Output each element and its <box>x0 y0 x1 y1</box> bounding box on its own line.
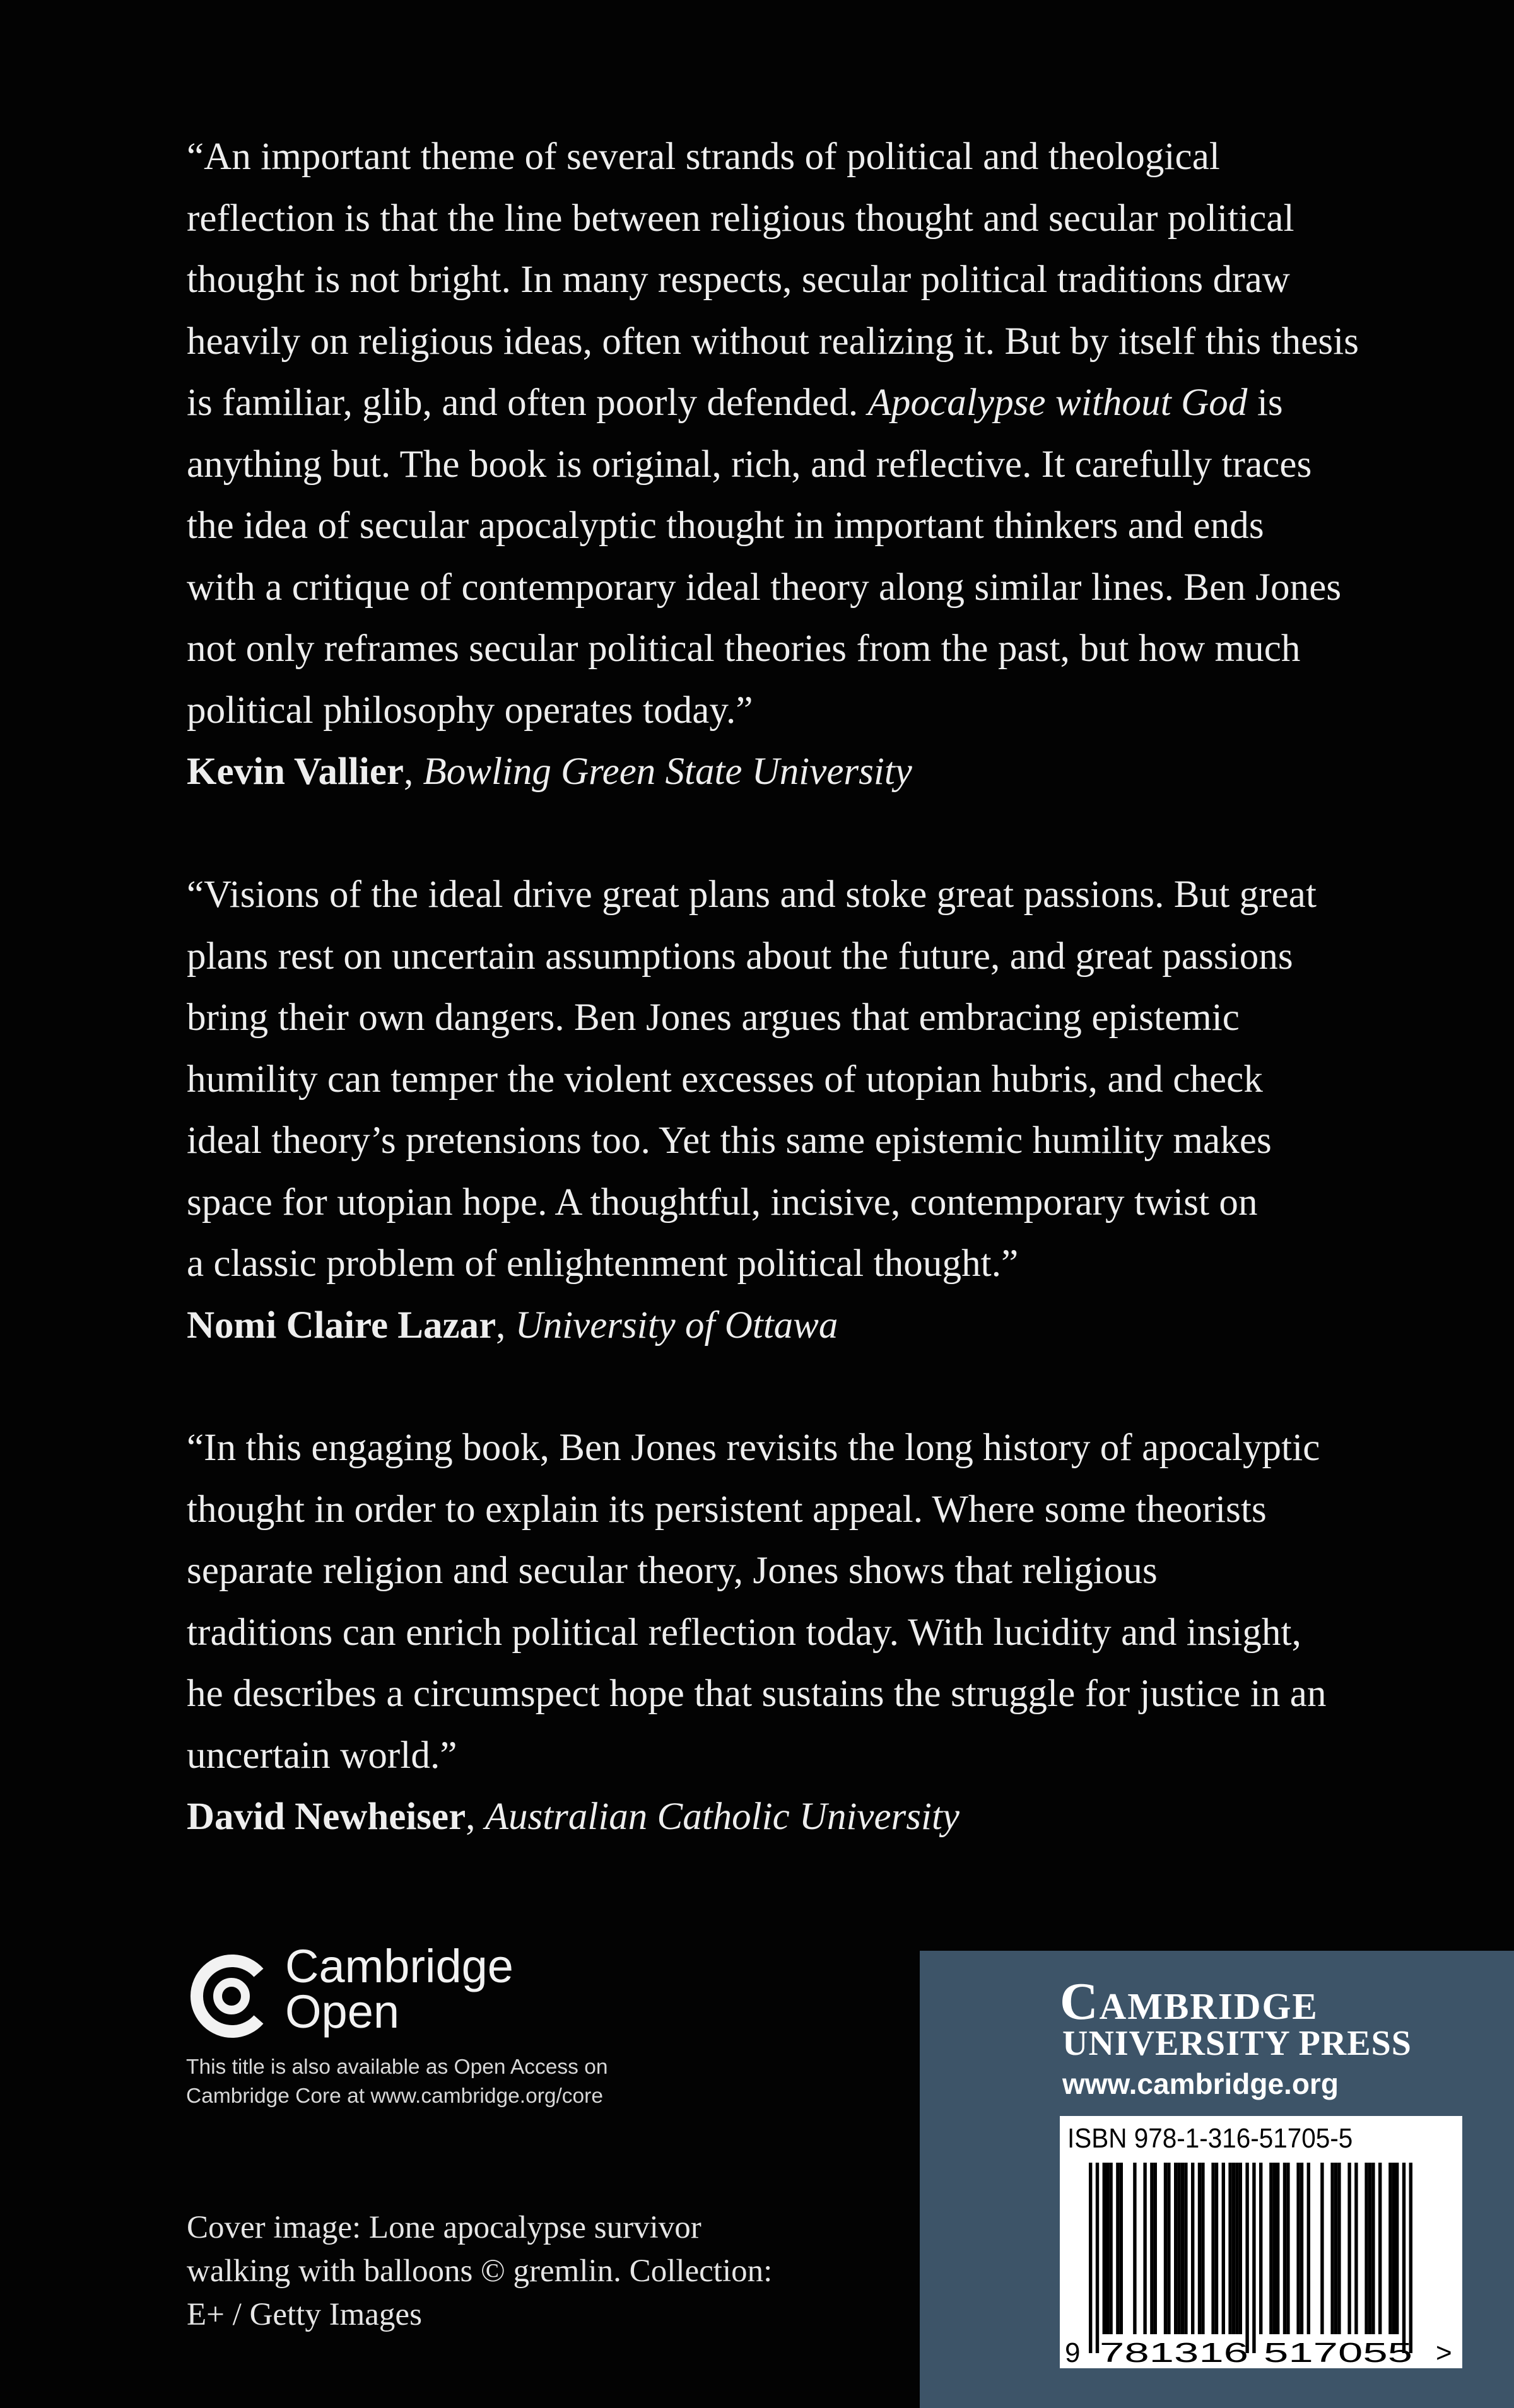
barcode-bar <box>1235 2163 1238 2334</box>
quote-line: “In this engaging book, Ben Jones revisits the long history of apocalyptic <box>187 1427 1320 1469</box>
quote-line: not only reframes secular political theories from the past, but how much <box>187 628 1301 670</box>
barcode-right-digits: 517055 <box>1264 2337 1412 2368</box>
barcode-bar <box>1347 2163 1351 2334</box>
barcode-bar <box>1222 2163 1225 2334</box>
barcode-bar <box>1089 2163 1092 2353</box>
quote-line: he describes a circumspect hope that sustains the struggle for justice in an <box>187 1673 1327 1715</box>
barcode-bar <box>1337 2163 1341 2334</box>
cover-credit-line3: E+ / Getty Images <box>187 2297 422 2332</box>
quote-david-newheiser <box>187 1417 1398 1848</box>
quote-line: a classic problem of enlightenment political thought.” <box>187 1242 1019 1285</box>
barcode-bar <box>1096 2163 1099 2353</box>
barcode-bar <box>1368 2163 1371 2334</box>
barcode-bar <box>1232 2163 1235 2334</box>
publisher-subtitle: UNIVERSITY PRESS <box>1062 2024 1412 2063</box>
barcode-bar <box>1388 2163 1392 2334</box>
barcode-bar <box>1300 2163 1303 2334</box>
barcode-bar <box>1245 2163 1248 2353</box>
barcode-bar <box>1215 2163 1218 2334</box>
barcode-bar <box>1276 2163 1279 2334</box>
quote-kevin-vallier <box>187 126 1398 803</box>
isbn-label: ISBN 978-1-316-51705-5 <box>1067 2123 1353 2154</box>
barcode-bar <box>1320 2163 1323 2334</box>
barcode-arrow: > <box>1436 2337 1452 2368</box>
open-access-note-line1: This title is also available as Open Access on <box>186 2055 608 2079</box>
cover-credit-line2: walking with balloons © gremlin. Collection: <box>187 2253 773 2289</box>
barcode-bar <box>1103 2163 1106 2334</box>
quote-line: uncertain world.” <box>187 1734 457 1777</box>
quote-line: heavily on religious ideas, often without realizing it. But by itself this thesis <box>187 320 1359 363</box>
barcode-bar <box>1283 2163 1286 2334</box>
quote-line: humility can temper the violent excesses of utopian hubris, and check <box>187 1058 1263 1101</box>
quote-line: the idea of secular apocalyptic thought in important thinkers and ends <box>187 505 1264 547</box>
barcode-bar <box>1239 2163 1242 2334</box>
barcode-bar <box>1273 2163 1276 2334</box>
quote-affiliation: Bowling Green State University <box>423 751 912 793</box>
barcode-bar <box>1286 2163 1289 2334</box>
barcode-bar <box>1167 2163 1170 2334</box>
quote-author: David Newheiser <box>187 1796 466 1838</box>
quote-line: traditions can enrich political reflection today. With lucidity and insight, <box>187 1611 1301 1654</box>
quote-text: is <box>1247 382 1283 424</box>
barcode-bar <box>1191 2163 1194 2334</box>
barcode-bar <box>1198 2163 1201 2334</box>
barcode-bar <box>1354 2163 1358 2334</box>
barcode-bar <box>1133 2163 1136 2334</box>
quote-affiliation: University of Ottawa <box>515 1304 838 1347</box>
publisher-panel <box>920 1951 1514 2408</box>
quote-line: reflection is that the line between religious thought and secular political <box>187 197 1294 240</box>
barcode-bar <box>1364 2163 1368 2334</box>
barcode-bar <box>1371 2163 1375 2334</box>
quote-line: thought in order to explain its persistent appeal. Where some theorists <box>187 1488 1267 1531</box>
quote-author: Nomi Claire Lazar <box>187 1304 496 1347</box>
barcode-bar <box>1395 2163 1399 2334</box>
book-title: Apocalypse without God <box>867 382 1248 424</box>
quote-line: anything but. The book is original, rich, and reflective. It carefully traces <box>187 443 1312 486</box>
quote-line: “An important theme of several strands of political and theological <box>187 136 1220 178</box>
quote-attribution: David Newheiser, Australian Catholic University <box>187 1796 959 1838</box>
quote-line: with a critique of contemporary ideal theory along similar lines. Ben Jones <box>187 566 1342 609</box>
quote-nomi-claire-lazar <box>187 864 1398 1356</box>
cambridge-open-logo-icon <box>184 1949 279 2043</box>
barcode-bar <box>1378 2163 1382 2334</box>
quote-line: political philosophy operates today.” <box>187 689 753 732</box>
barcode-bar <box>1184 2163 1187 2334</box>
quote-text: is familiar, glib, and often poorly defended. <box>187 382 868 424</box>
barcode-bar <box>1116 2163 1119 2334</box>
open-access-note-line2: Cambridge Core at www.cambridge.org/core <box>186 2084 603 2108</box>
barcode-bar <box>1409 2163 1412 2353</box>
quote-affiliation: Australian Catholic University <box>484 1796 959 1838</box>
barcode-bar <box>1330 2163 1334 2334</box>
isbn-barcode <box>1060 2116 1462 2368</box>
publisher-name: Cambridge <box>1060 1972 1318 2031</box>
barcode-bar <box>1143 2163 1146 2334</box>
barcode-bar <box>1181 2163 1184 2334</box>
barcode-bar <box>1296 2163 1300 2334</box>
barcode-bar <box>1177 2163 1180 2334</box>
barcode-bar <box>1259 2163 1262 2334</box>
open-access-note <box>186 2053 666 2111</box>
barcode-bar <box>1334 2163 1337 2334</box>
barcode-first-digit: 9 <box>1065 2337 1081 2368</box>
barcode-bar <box>1109 2163 1112 2334</box>
quote-line: ideal theory’s pretensions too. Yet this same epistemic humility makes <box>187 1119 1272 1162</box>
quote-line: “Visions of the ideal drive great plans and stoke great passions. But great <box>187 874 1317 916</box>
quote-line <box>187 372 1398 434</box>
quote-author: Kevin Vallier <box>187 751 404 793</box>
barcode-bar <box>1154 2163 1157 2334</box>
publisher-url: www.cambridge.org <box>1062 2067 1339 2100</box>
barcode-bar <box>1174 2163 1177 2334</box>
quote-attribution: Kevin Vallier, Bowling Green State University <box>187 751 912 793</box>
barcode-bar <box>1120 2163 1123 2334</box>
quote-line: space for utopian hope. A thoughtful, incisive, contemporary twist on <box>187 1181 1258 1224</box>
barcode-bar <box>1402 2163 1405 2353</box>
barcode-bar <box>1164 2163 1167 2334</box>
quote-line: plans rest on uncertain assumptions about the future, and great passions <box>187 935 1293 978</box>
cambridge-open-line2: Open <box>285 1985 400 2038</box>
quote-attribution: Nomi Claire Lazar, University of Ottawa <box>187 1304 838 1347</box>
barcode-bar <box>1201 2163 1204 2334</box>
barcode-bar <box>1228 2163 1231 2334</box>
barcode-bars <box>1060 2163 1462 2368</box>
barcode-bar <box>1211 2163 1214 2334</box>
quote-line: separate religion and secular theory, Jones shows that religious <box>187 1550 1158 1592</box>
cover-image-credit <box>187 2206 792 2337</box>
barcode-bar <box>1252 2163 1255 2353</box>
barcode-left-digits: 781316 <box>1100 2337 1248 2368</box>
cambridge-open-wordmark <box>285 1940 513 2038</box>
cover-credit-line1: Cover image: Lone apocalypse survivor <box>187 2210 701 2245</box>
barcode-bar <box>1150 2163 1153 2334</box>
cambridge-open-line1: Cambridge <box>285 1940 513 1992</box>
quote-line: bring their own dangers. Ben Jones argues that embracing epistemic <box>187 997 1240 1039</box>
barcode-bar <box>1106 2163 1109 2334</box>
quote-line: thought is not bright. In many respects, secular political traditions draw <box>187 259 1290 301</box>
barcode-bar <box>1392 2163 1395 2334</box>
barcode-bar <box>1269 2163 1272 2334</box>
barcode-bar <box>1307 2163 1310 2334</box>
